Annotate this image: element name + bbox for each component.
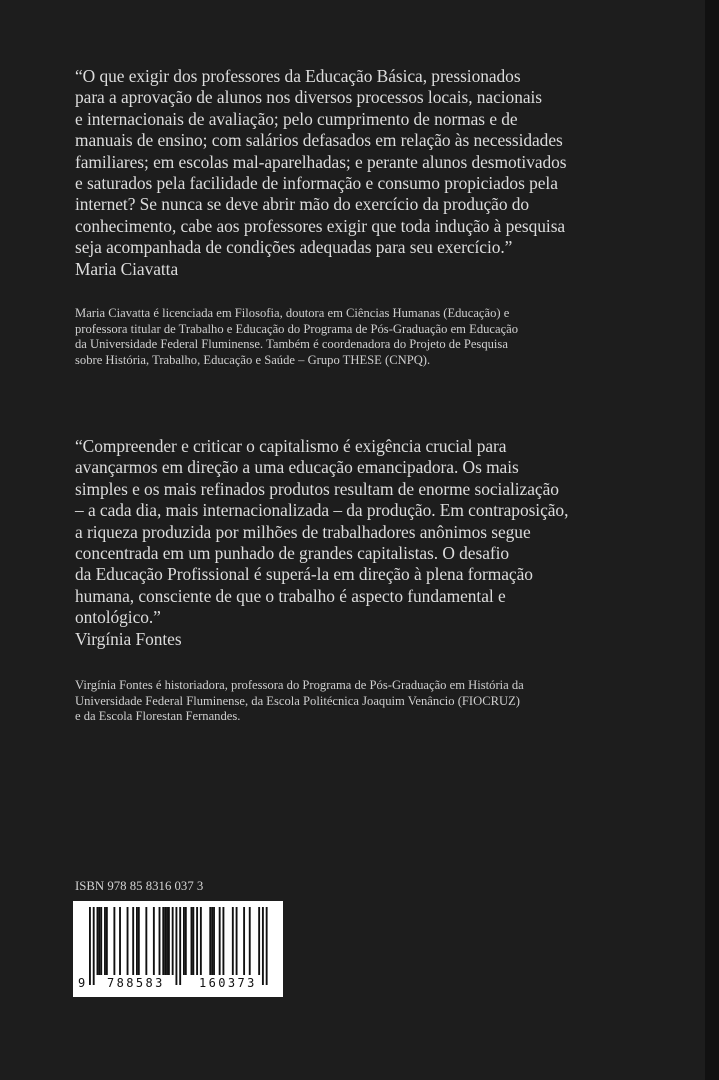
barcode-guard-bar	[262, 907, 264, 985]
quote-line: humana, consciente de que o trabalho é aspecto fundamental e	[75, 585, 506, 606]
barcode-bar	[113, 907, 115, 975]
barcode-bar	[159, 907, 161, 975]
barcode-bar	[168, 907, 170, 975]
barcode-bar	[127, 907, 129, 975]
barcode-bar	[106, 907, 108, 975]
barcode-left-digits: 788583	[107, 976, 165, 990]
barcode-bar	[145, 907, 147, 975]
quote-line: internet? Se nunca se deve abrir mão do exercício da produção do	[75, 194, 530, 215]
barcode-bar	[185, 907, 187, 975]
barcode-bar	[166, 907, 168, 975]
quote-line: e internacionais de avaliação; pelo cumprimento de normas e de	[75, 108, 518, 129]
barcode-bar	[136, 907, 138, 975]
bio-maria-ciavatta	[75, 306, 675, 368]
barcode-guard-bar	[266, 907, 268, 985]
barcode-bar	[172, 907, 174, 975]
barcode-bar	[164, 907, 166, 975]
barcode-bar	[258, 907, 260, 975]
quote-line: – a cada dia, mais internacionalizada – da produção. Em contraposição,	[75, 500, 569, 521]
quote-line: ontológico.”	[75, 607, 161, 628]
quote-maria-ciavatta	[75, 66, 675, 280]
barcode-bar	[162, 907, 164, 975]
barcode-first-digit: 9	[78, 976, 86, 990]
barcode	[73, 901, 283, 997]
bio-line: Maria Ciavatta é licenciada em Filosofia, doutora em Ciências Humanas (Educação) e	[75, 306, 510, 320]
barcode-bar	[200, 907, 202, 975]
quote-line: “Compreender e criticar o capitalismo é exigência crucial para	[75, 436, 507, 456]
quote-line: concentrada em um punhado de grandes capitalistas. O desafio	[75, 543, 510, 564]
quote-line: seja acompanhada de condições adequadas para seu exercício.”	[75, 237, 513, 258]
bio-line: Universidade Federal Fluminense, da Escola Politécnica Joaquim Venâncio (FIOCRUZ)	[75, 693, 520, 708]
barcode-guard-bar	[89, 907, 91, 985]
barcode-bar	[196, 907, 198, 975]
barcode-bar	[98, 907, 100, 975]
barcode-guard-bar	[179, 907, 181, 985]
quote-line: avançarmos em direção a uma educação emancipadora. Os mais	[75, 457, 519, 478]
isbn-label: ISBN 978 85 8316 037 3	[75, 879, 204, 893]
barcode-bar	[119, 907, 121, 975]
bio-line: professora titular de Trabalho e Educação do Programa de Pós-Graduação em Educação	[75, 321, 519, 336]
quote-virginia-fontes	[75, 436, 675, 650]
barcode-bar	[104, 907, 106, 975]
barcode-bar	[219, 907, 221, 975]
quote-line: e saturados pela facilidade de informação e consumo propiciados pela	[75, 173, 558, 194]
barcode-bar	[213, 907, 215, 975]
quote-line: da Educação Profissional é superá-la em direção à plena formação	[75, 564, 533, 585]
barcode-bar	[211, 907, 213, 975]
barcode-guard-bar	[93, 907, 95, 985]
bio-line: sobre História, Trabalho, Educação e Saúde – Grupo THESE (CNPQ).	[75, 352, 431, 367]
bio-line: e da Escola Florestan Fernandes.	[75, 709, 241, 724]
quote-line: manuais de ensino; com salários defasados em relação às necessidades	[75, 130, 563, 151]
barcode-right-digits: 160373	[199, 976, 257, 990]
barcode-bar	[132, 907, 134, 975]
barcode-bar	[209, 907, 211, 975]
bio-line: Virgínia Fontes é historiadora, professora do Programa de Pós-Graduação em História da	[75, 678, 524, 692]
barcode-bar	[192, 907, 194, 975]
barcode-bar	[249, 907, 251, 975]
quote-line: “O que exigir dos professores da Educação Básica, pressionados	[75, 66, 521, 86]
quote-line: familiares; em escolas mal-aparelhadas; e perante alunos desmotivados	[75, 151, 567, 172]
quote-line: simples e os mais refinados produtos resultam de enorme socialização	[75, 478, 559, 499]
barcode-bar	[183, 907, 185, 975]
barcode-guard-bar	[175, 907, 177, 985]
barcode-bar	[138, 907, 140, 975]
barcode-bar	[232, 907, 234, 975]
quote-line: conhecimento, cabe aos professores exigir que toda indução à pesquisa	[75, 215, 566, 236]
barcode-bar	[243, 907, 245, 975]
quote-author: Virgínia Fontes	[75, 628, 182, 649]
barcode-bar	[236, 907, 238, 975]
barcode-bar	[100, 907, 102, 975]
cover-edge-shadow	[705, 0, 719, 1080]
bio-virginia-fontes	[75, 678, 675, 725]
quote-author: Maria Ciavatta	[75, 258, 179, 279]
quote-line: para a aprovação de alunos nos diversos processos locais, nacionais	[75, 87, 543, 108]
barcode-bar	[97, 907, 99, 975]
barcode-bar	[222, 907, 224, 975]
barcode-bar	[153, 907, 155, 975]
barcode-bar	[191, 907, 193, 975]
bio-line: da Universidade Federal Fluminense. Também é coordenadora do Projeto de Pesquisa	[75, 337, 508, 352]
quote-line: a riqueza produzida por milhões de trabalhadores anônimos segue	[75, 521, 531, 542]
